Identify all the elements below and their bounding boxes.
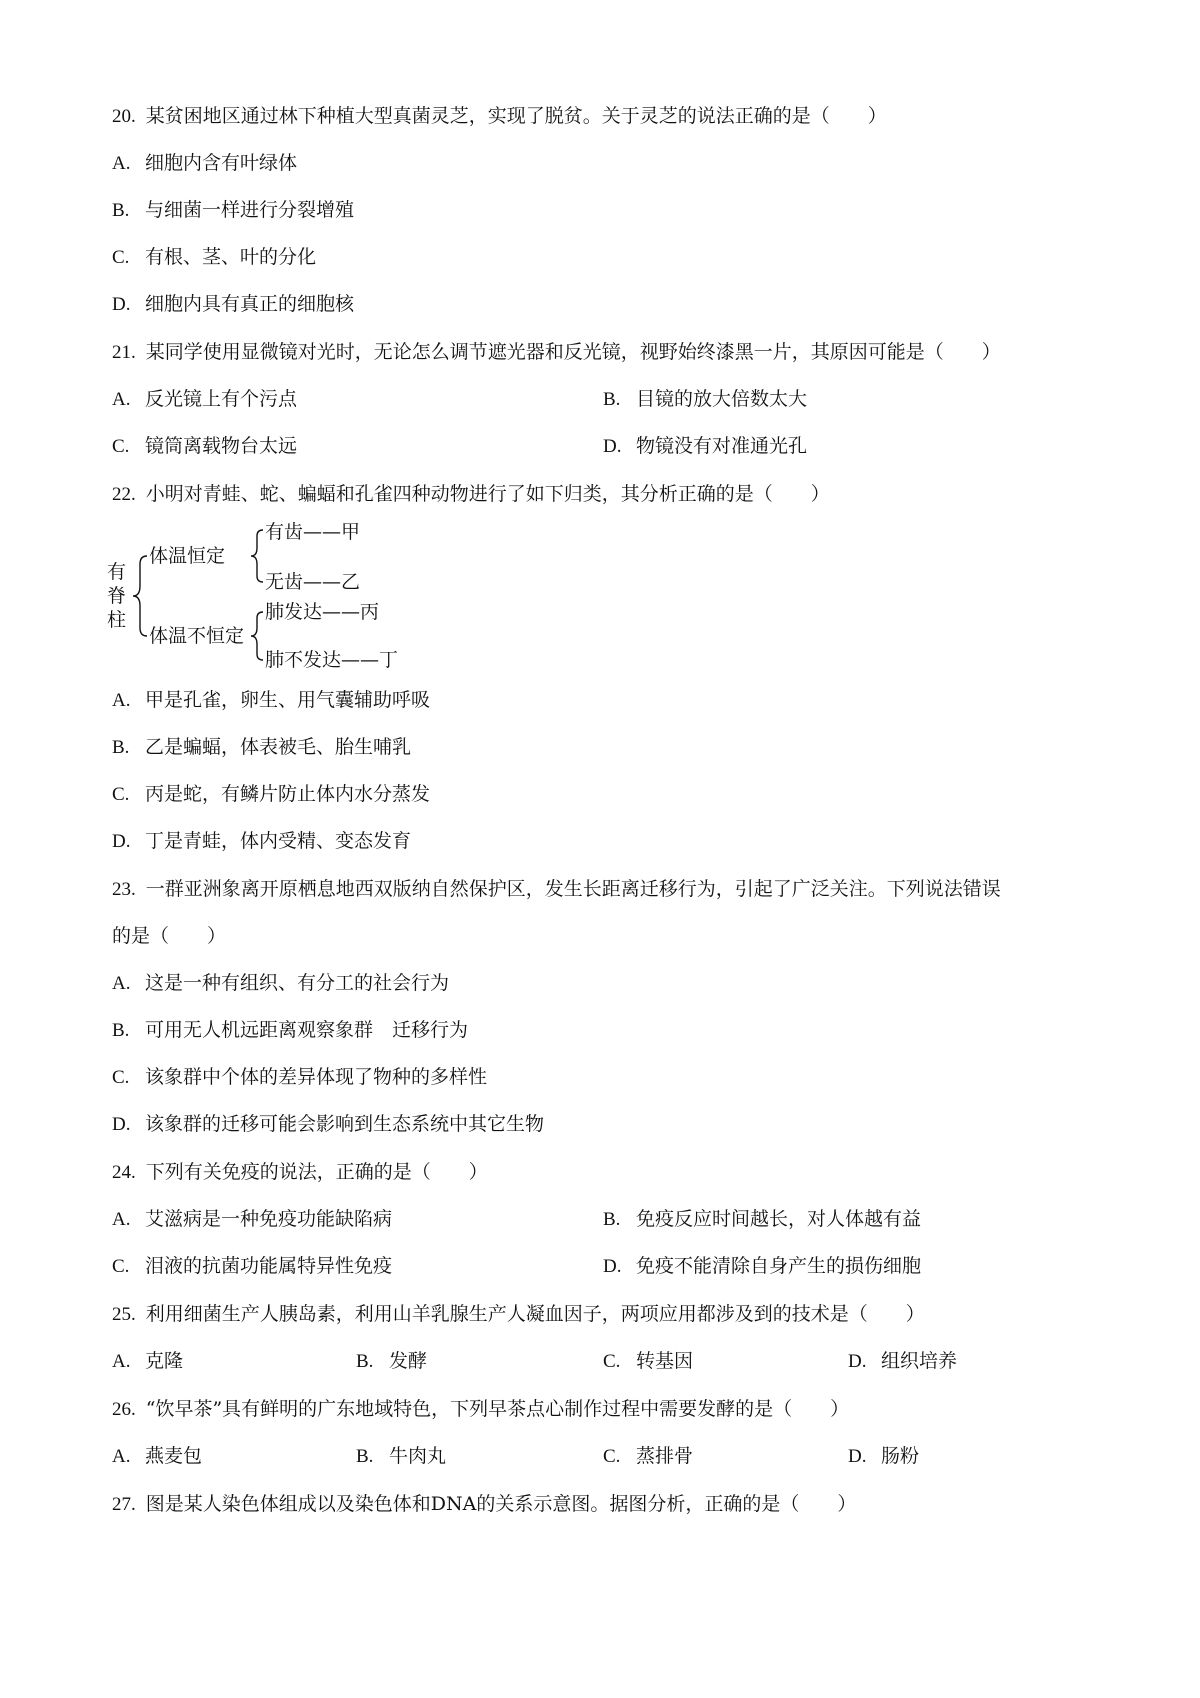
option-text: 丙是蛇，有鳞片防止体内水分蒸发	[145, 783, 431, 805]
question-text: 一群亚洲象离开原栖息地西双版纳自然保护区，发生长距离迁移行为，引起了广泛关注。下列说法错误	[145, 878, 1001, 900]
option-text: 丁是青蛙，体内受精、变态发育	[145, 830, 412, 852]
question-20-option-b[interactable]	[112, 198, 354, 223]
question-23-option-b[interactable]	[112, 1018, 468, 1043]
question-26-option-c[interactable]	[603, 1444, 693, 1469]
question-21-option-a[interactable]	[112, 387, 297, 412]
option-label: A.	[112, 690, 131, 711]
option-text: 转基因	[636, 1350, 694, 1372]
option-text: 有根、茎、叶的分化	[145, 246, 317, 268]
question-text: 某贫困地区通过林下种植大型真菌灵芝，实现了脱贫。关于灵芝的说法正确的是（ ）	[145, 105, 887, 127]
option-label: D.	[112, 294, 131, 315]
question-26-option-a[interactable]	[112, 1444, 202, 1469]
question-number: 25.	[112, 1304, 136, 1325]
option-text: 牛肉丸	[389, 1445, 447, 1467]
leaf-yi: 无齿——乙	[265, 571, 361, 593]
option-text: 免疫反应时间越长，对人体越有益	[636, 1208, 922, 1230]
branch-warm-blooded: 体温恒定	[149, 545, 226, 567]
question-text: 小明对青蛙、蛇、蝙蝠和孔雀四种动物进行了如下归类，其分析正确的是（ ）	[145, 483, 830, 505]
question-25-option-c[interactable]	[603, 1349, 693, 1374]
question-24-option-c[interactable]	[112, 1254, 392, 1279]
root-char-1: 有	[107, 561, 127, 583]
question-25-option-b[interactable]	[356, 1349, 427, 1374]
option-text: 组织培养	[881, 1350, 958, 1372]
question-23-option-a[interactable]	[112, 971, 449, 996]
option-text: 细胞内含有叶绿体	[145, 152, 298, 174]
question-text: 某同学使用显微镜对光时，无论怎么调节遮光器和反光镜，视野始终漆黑一片，其原因可能是（ ）	[145, 341, 1001, 363]
option-label: D.	[603, 1256, 622, 1277]
option-text: 免疫不能清除自身产生的损伤细胞	[636, 1255, 922, 1277]
option-label: A.	[112, 1446, 131, 1467]
question-22-option-c[interactable]	[112, 782, 430, 807]
question-text: 图是某人染色体组成以及染色体和DNA的关系示意图。据图分析，正确的是（ ）	[145, 1493, 857, 1515]
question-22-option-d[interactable]	[112, 829, 411, 854]
branch1-brace	[251, 530, 263, 582]
option-label: A.	[112, 973, 131, 994]
option-text: 镜筒离载物台太远	[145, 435, 298, 457]
question-text: 利用细菌生产人胰岛素，利用山羊乳腺生产人凝血因子，两项应用都涉及到的技术是（ ）	[145, 1303, 925, 1325]
question-27-stem	[112, 1492, 856, 1517]
option-label: C.	[603, 1351, 621, 1372]
question-number: 20.	[112, 106, 136, 127]
option-label: D.	[112, 1114, 131, 1135]
option-label: C.	[112, 247, 130, 268]
question-text: 下列有关免疫的说法，正确的是（ ）	[145, 1161, 488, 1183]
question-26-option-d[interactable]	[848, 1444, 919, 1469]
option-text: 艾滋病是一种免疫功能缺陷病	[145, 1208, 393, 1230]
option-label: C.	[603, 1446, 621, 1467]
option-label: B.	[603, 1209, 621, 1230]
root-char-3: 柱	[107, 609, 127, 631]
question-24-option-b[interactable]	[603, 1207, 921, 1232]
question-text: “饮早茶”具有鲜明的广东地域特色，下列早茶点心制作过程中需要发酵的是（ ）	[145, 1398, 850, 1420]
question-number: 26.	[112, 1399, 136, 1420]
question-21-option-b[interactable]	[603, 387, 807, 412]
branch2-brace	[251, 612, 263, 660]
option-text: 细胞内具有真正的细胞核	[145, 293, 355, 315]
question-22-option-a[interactable]	[112, 688, 430, 713]
option-text: 乙是蝙蝠，体表被毛、胎生哺乳	[145, 736, 412, 758]
root-char-2: 脊	[107, 585, 127, 607]
option-text: 燕麦包	[145, 1445, 203, 1467]
option-text: 目镜的放大倍数太大	[636, 388, 808, 410]
question-21-stem	[112, 340, 1001, 365]
question-number: 27.	[112, 1494, 136, 1515]
question-24-option-a[interactable]	[112, 1207, 392, 1232]
option-text: 泪液的抗菌功能属特异性免疫	[145, 1255, 393, 1277]
option-text: 这是一种有组织、有分工的社会行为	[145, 972, 450, 994]
root-brace	[133, 556, 147, 636]
question-23-option-d[interactable]	[112, 1112, 544, 1137]
option-label: C.	[112, 1067, 130, 1088]
question-21-option-d[interactable]	[603, 434, 807, 459]
option-text: 克隆	[145, 1350, 184, 1372]
question-24-option-d[interactable]	[603, 1254, 921, 1279]
option-text: 该象群的迁移可能会影响到生态系统中其它生物	[145, 1113, 545, 1135]
question-20-option-a[interactable]	[112, 151, 297, 176]
option-label: C.	[112, 1256, 130, 1277]
question-number: 23.	[112, 879, 136, 900]
option-text: 甲是孔雀，卵生、用气囊辅助呼吸	[145, 689, 431, 711]
leaf-jia: 有齿——甲	[265, 521, 361, 543]
branch-cold-blooded: 体温不恒定	[149, 625, 245, 647]
option-text: 物镜没有对准通光孔	[636, 435, 808, 457]
question-25-option-d[interactable]	[848, 1349, 957, 1374]
option-label: B.	[112, 1020, 130, 1041]
option-text: 发酵	[389, 1350, 428, 1372]
option-label: A.	[112, 1351, 131, 1372]
classification-diagram	[105, 518, 465, 678]
option-label: A.	[112, 389, 131, 410]
question-number: 24.	[112, 1162, 136, 1183]
question-24-stem	[112, 1160, 488, 1185]
option-label: C.	[112, 784, 130, 805]
question-20-option-d[interactable]	[112, 292, 354, 317]
option-label: A.	[112, 153, 131, 174]
option-label: B.	[356, 1351, 374, 1372]
option-label: B.	[356, 1446, 374, 1467]
option-label: A.	[112, 1209, 131, 1230]
leaf-ding: 肺不发达——丁	[265, 649, 399, 671]
option-label: D.	[112, 831, 131, 852]
option-text: 肠粉	[881, 1445, 920, 1467]
question-23-stem-line2: 的是（ ）	[112, 925, 227, 947]
question-20-option-c[interactable]	[112, 245, 316, 270]
option-label: D.	[603, 436, 622, 457]
option-label: D.	[848, 1446, 867, 1467]
option-label: B.	[112, 737, 130, 758]
option-label: C.	[112, 436, 130, 457]
question-25-option-a[interactable]	[112, 1349, 183, 1374]
question-25-stem	[112, 1302, 925, 1327]
option-label: B.	[112, 200, 130, 221]
question-23-stem-line1	[112, 877, 1001, 902]
question-number: 21.	[112, 342, 136, 363]
option-text: 蒸排骨	[636, 1445, 694, 1467]
question-26-option-b[interactable]	[356, 1444, 446, 1469]
option-text: 反光镜上有个污点	[145, 388, 298, 410]
option-text: 可用无人机远距离观察象群 迁移行为	[145, 1019, 469, 1041]
question-21-option-c[interactable]	[112, 434, 297, 459]
option-text: 与细菌一样进行分裂增殖	[145, 199, 355, 221]
question-22-stem	[112, 482, 830, 507]
option-label: B.	[603, 389, 621, 410]
leaf-bing: 肺发达——丙	[265, 601, 380, 623]
question-number: 22.	[112, 484, 136, 505]
question-20-stem	[112, 104, 887, 129]
option-label: D.	[848, 1351, 867, 1372]
question-22-option-b[interactable]	[112, 735, 411, 760]
option-text: 该象群中个体的差异体现了物种的多样性	[145, 1066, 488, 1088]
question-26-stem	[112, 1397, 849, 1422]
question-23-option-c[interactable]	[112, 1065, 487, 1090]
